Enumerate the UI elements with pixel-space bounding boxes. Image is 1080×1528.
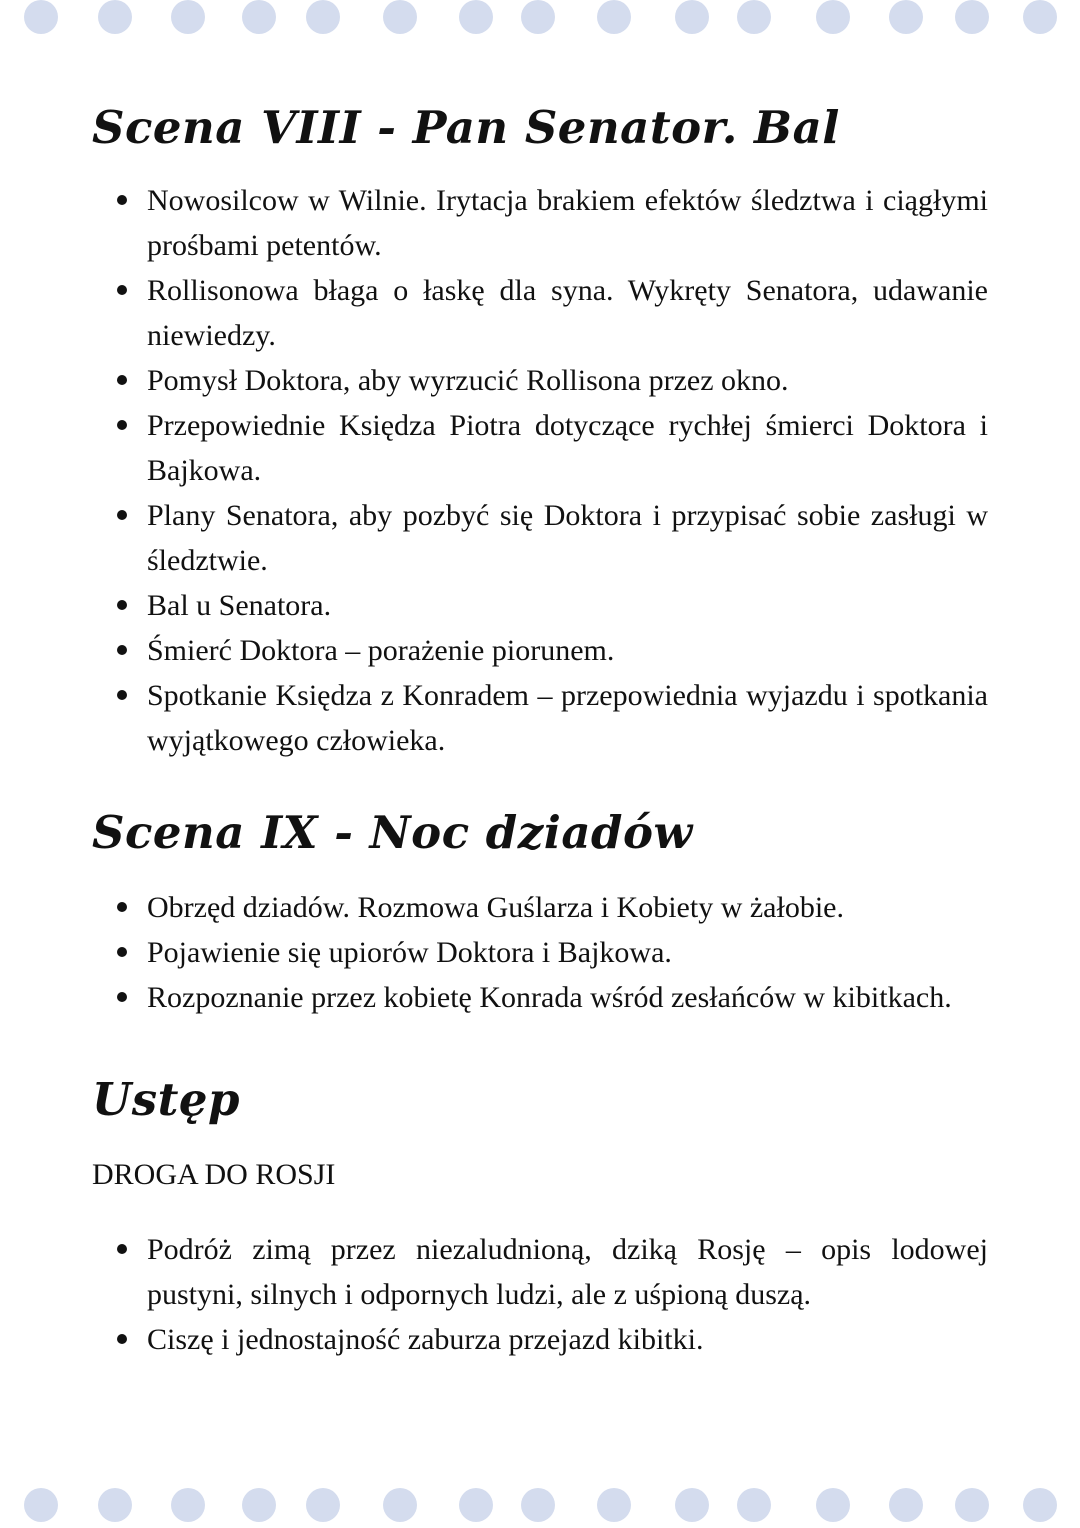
dot-decoration: [675, 1488, 709, 1522]
dot-decoration: [737, 0, 771, 34]
top-dot-border: [0, 0, 1080, 40]
dot-decoration: [521, 0, 555, 34]
list-item: Nowosilcow w Wilnie. Irytacja brakiem efektów śledztwa i ciągłymi prośbami petentów.: [147, 178, 988, 268]
section-title-ustep: Ustęp: [92, 1073, 240, 1126]
dot-decoration: [306, 1488, 340, 1522]
dot-decoration: [242, 0, 276, 34]
dot-decoration: [816, 1488, 850, 1522]
dot-decoration: [889, 0, 923, 34]
list-item: Rozpoznanie przez kobietę Konrada wśród zesłańców w kibitkach.: [147, 975, 988, 1020]
dot-decoration: [383, 1488, 417, 1522]
section-title-scene-9: Scena IX - Noc dziadów: [92, 806, 693, 859]
dot-decoration: [955, 0, 989, 34]
dot-decoration: [306, 0, 340, 34]
dot-decoration: [597, 0, 631, 34]
dot-decoration: [171, 0, 205, 34]
list-item: Spotkanie Księdza z Konradem – przepowiednia wyjazdu i spotkania wyjątkowego człowieka.: [147, 673, 988, 763]
dot-decoration: [24, 0, 58, 34]
dot-decoration: [171, 1488, 205, 1522]
dot-decoration: [816, 0, 850, 34]
dot-decoration: [98, 0, 132, 34]
scene-9-list: [92, 885, 988, 1020]
list-item: Pojawienie się upiorów Doktora i Bajkowa.: [147, 930, 988, 975]
dot-decoration: [955, 1488, 989, 1522]
dot-decoration: [1023, 1488, 1057, 1522]
dot-decoration: [521, 1488, 555, 1522]
dot-decoration: [24, 1488, 58, 1522]
bottom-dot-border: [0, 1488, 1080, 1528]
section-title-scene-8: Scena VIII - Pan Senator. Bal: [92, 101, 840, 154]
list-item: Ciszę i jednostajność zaburza przejazd kibitki.: [147, 1317, 988, 1362]
list-item: Obrzęd dziadów. Rozmowa Guślarza i Kobiety w żałobie.: [147, 885, 988, 930]
dot-decoration: [383, 0, 417, 34]
list-item: Śmierć Doktora – porażenie piorunem.: [147, 628, 988, 673]
dot-decoration: [459, 0, 493, 34]
dot-decoration: [1023, 0, 1057, 34]
dot-decoration: [737, 1488, 771, 1522]
list-item: Plany Senatora, aby pozbyć się Doktora i przypisać sobie zasługi w śledztwie.: [147, 493, 988, 583]
section-subtitle: DROGA DO ROSJI: [92, 1158, 336, 1191]
list-item: Przepowiednie Księdza Piotra dotyczące rychłej śmierci Doktora i Bajkowa.: [147, 403, 988, 493]
scene-8-list: [92, 178, 988, 763]
list-item: Rollisonowa błaga o łaskę dla syna. Wykręty Senatora, udawanie niewiedzy.: [147, 268, 988, 358]
dot-decoration: [242, 1488, 276, 1522]
dot-decoration: [459, 1488, 493, 1522]
dot-decoration: [675, 0, 709, 34]
content-area: [92, 88, 988, 1362]
dot-decoration: [98, 1488, 132, 1522]
list-item: Bal u Senatora.: [147, 583, 988, 628]
dot-decoration: [597, 1488, 631, 1522]
list-item: Podróż zimą przez niezaludnioną, dziką Rosję – opis lodowej pustyni, silnych i odpornych ludzi, ale z uśpioną duszą.: [147, 1227, 988, 1317]
ustep-list: [92, 1227, 988, 1362]
dot-decoration: [889, 1488, 923, 1522]
list-item: Pomysł Doktora, aby wyrzucić Rollisona przez okno.: [147, 358, 988, 403]
